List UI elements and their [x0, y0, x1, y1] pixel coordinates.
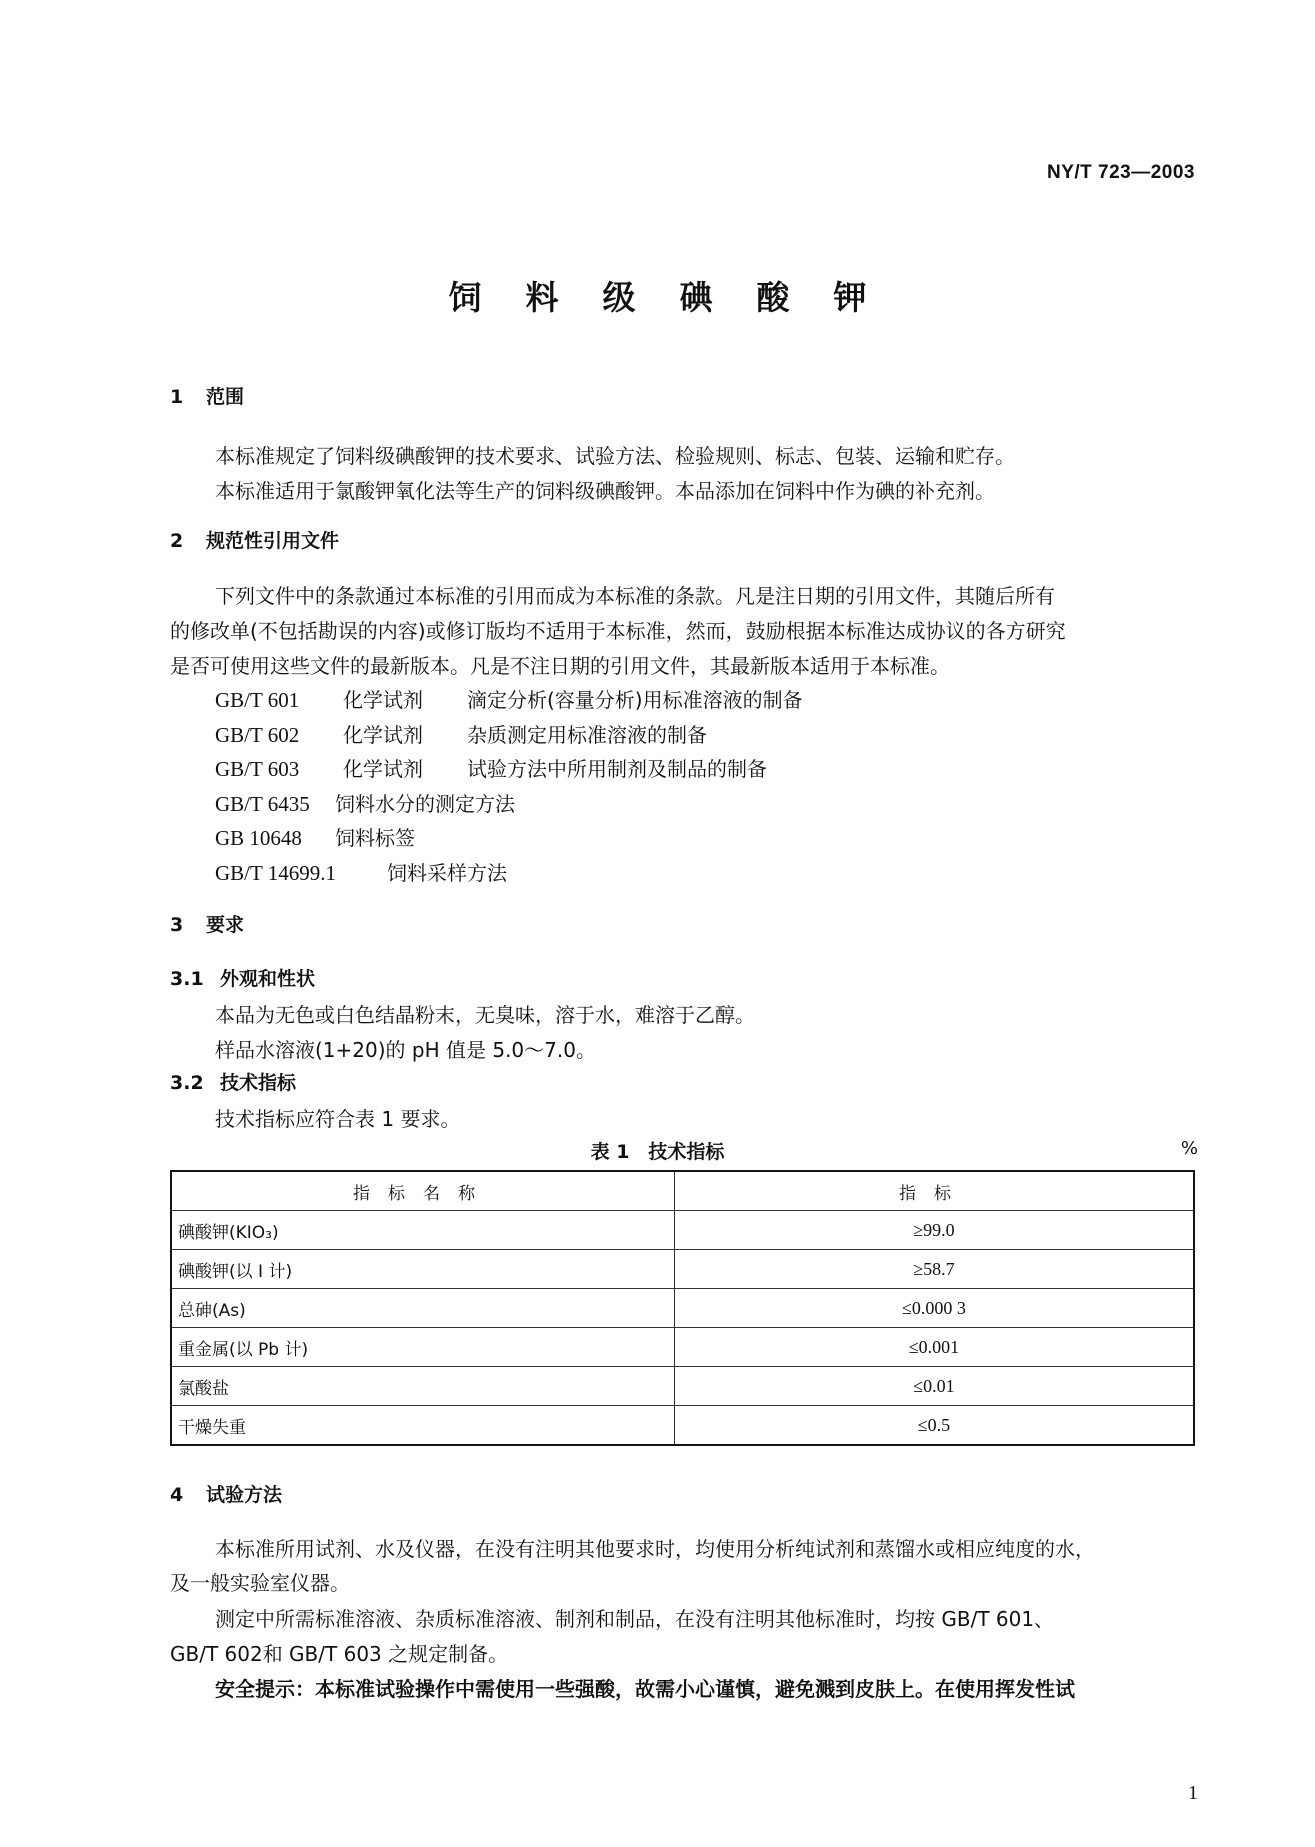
reference-category: 化学试剂 [343, 688, 423, 712]
paragraph-line: 测定中所需标准溶液、杂质标准溶液、制剂和制品，在没有注明其他标准时，均按 GB/T 601、 [215, 1607, 1055, 1631]
page-number: 1 [1188, 1782, 1198, 1804]
section-1-heading [170, 382, 244, 409]
indicator-name: 氯酸盐 [171, 1367, 675, 1406]
indicator-value: ≤0.01 [675, 1367, 1195, 1406]
paragraph-line: 及一般实验室仪器。 [170, 1571, 350, 1595]
table-header-row [171, 1171, 1194, 1211]
section-3-heading [170, 910, 244, 937]
reference-code: GB/T 601 [215, 688, 300, 712]
section-4-heading [170, 1480, 282, 1507]
table-row [171, 1289, 1194, 1328]
reference-item [215, 822, 415, 851]
reference-code: GB/T 6435 [215, 792, 310, 816]
reference-item [215, 684, 803, 713]
reference-code: GB/T 14699.1 [215, 861, 336, 885]
indicator-value: ≤0.001 [675, 1328, 1195, 1367]
reference-title: 滴定分析(容量分析)用标准溶液的制备 [467, 688, 803, 712]
paragraph-line: GB/T 602和 GB/T 603 之规定制备。 [170, 1642, 509, 1666]
paragraph-line: 的修改单(不包括勘误的内容)或修订版均不适用于本标准，然而，鼓励根据本标准达成协议的各方研究 [170, 619, 1066, 643]
reference-title: 杂质测定用标准溶液的制备 [467, 723, 707, 747]
table-row [171, 1211, 1194, 1250]
reference-category: 化学试剂 [343, 723, 423, 747]
section-number: 2 [170, 530, 184, 552]
reference-item [215, 857, 507, 886]
table-caption: 表 1 技术指标 [590, 1141, 725, 1163]
section-title: 试验方法 [206, 1484, 283, 1506]
section-3-2-heading [170, 1068, 296, 1095]
paragraph: 本品为无色或白色结晶粉末，无臭味，溶于水，难溶于乙醇。 [215, 1003, 755, 1027]
paragraph: 样品水溶液(1+20)的 pH 值是 5.0～7.0。 [215, 1038, 596, 1062]
section-title: 规范性引用文件 [206, 530, 340, 552]
indicator-value: ≤0.000 3 [675, 1289, 1195, 1328]
reference-category: 化学试剂 [343, 757, 423, 781]
paragraph: 技术指标应符合表 1 要求。 [215, 1107, 461, 1131]
paragraph: 本标准规定了饲料级碘酸钾的技术要求、试验方法、检验规则、标志、包装、运输和贮存。 [215, 444, 1015, 468]
paragraph-line: 下列文件中的条款通过本标准的引用而成为本标准的条款。凡是注日期的引用文件，其随后所有 [215, 584, 1055, 608]
section-2-heading [170, 526, 339, 553]
indicator-name: 碘酸钾(KIO₃) [171, 1211, 675, 1250]
table-row [171, 1250, 1194, 1289]
indicator-value: ≤0.5 [675, 1406, 1195, 1446]
paragraph-line: 本标准所用试剂、水及仪器，在没有注明其他要求时，均使用分析纯试剂和蒸馏水或相应纯度的水， [215, 1537, 1095, 1561]
section-title: 范围 [206, 386, 245, 408]
reference-code: GB 10648 [215, 826, 302, 850]
section-number: 4 [170, 1484, 184, 1506]
reference-title: 饲料采样方法 [387, 861, 507, 885]
indicator-name: 碘酸钾(以 I 计) [171, 1250, 675, 1289]
standard-code: NY/T 723—2003 [1046, 162, 1195, 183]
document-title: 饲料级碘酸钾 [448, 278, 911, 317]
indicator-name: 总砷(As) [171, 1289, 675, 1328]
section-3-1-heading [170, 964, 315, 991]
section-number: 3.2 [170, 1072, 204, 1094]
section-number: 1 [170, 386, 184, 408]
paragraph: 本标准适用于氯酸钾氧化法等生产的饲料级碘酸钾。本品添加在饲料中作为碘的补充剂。 [215, 479, 995, 503]
reference-item [215, 753, 767, 782]
section-title: 技术指标 [220, 1072, 297, 1094]
reference-code: GB/T 603 [215, 757, 300, 781]
reference-title: 饲料水分的测定方法 [335, 792, 515, 816]
indicator-value: ≥99.0 [675, 1211, 1195, 1250]
reference-title: 试验方法中所用制剂及制品的制备 [467, 757, 767, 781]
table-row [171, 1328, 1194, 1367]
section-title: 外观和性状 [220, 968, 316, 990]
reference-item [215, 788, 515, 817]
column-header-value: 指标 [675, 1171, 1195, 1211]
table-unit: % [1180, 1138, 1198, 1159]
table-row [171, 1406, 1194, 1446]
section-number: 3.1 [170, 968, 204, 990]
safety-notice: 安全提示：本标准试验操作中需使用一些强酸，故需小心谨慎，避免溅到皮肤上。在使用挥发性试 [215, 1677, 1075, 1701]
reference-item [215, 719, 707, 748]
column-header-name: 指标名称 [171, 1171, 675, 1211]
indicator-name: 干燥失重 [171, 1406, 675, 1446]
section-number: 3 [170, 914, 184, 936]
table-row [171, 1367, 1194, 1406]
indicator-name: 重金属(以 Pb 计) [171, 1328, 675, 1367]
indicator-value: ≥58.7 [675, 1250, 1195, 1289]
paragraph-line: 是否可使用这些文件的最新版本。凡是不注日期的引用文件，其最新版本适用于本标准。 [170, 654, 950, 678]
section-title: 要求 [206, 914, 245, 936]
reference-code: GB/T 602 [215, 723, 300, 747]
spec-table [170, 1170, 1195, 1446]
reference-title: 饲料标签 [335, 826, 415, 850]
